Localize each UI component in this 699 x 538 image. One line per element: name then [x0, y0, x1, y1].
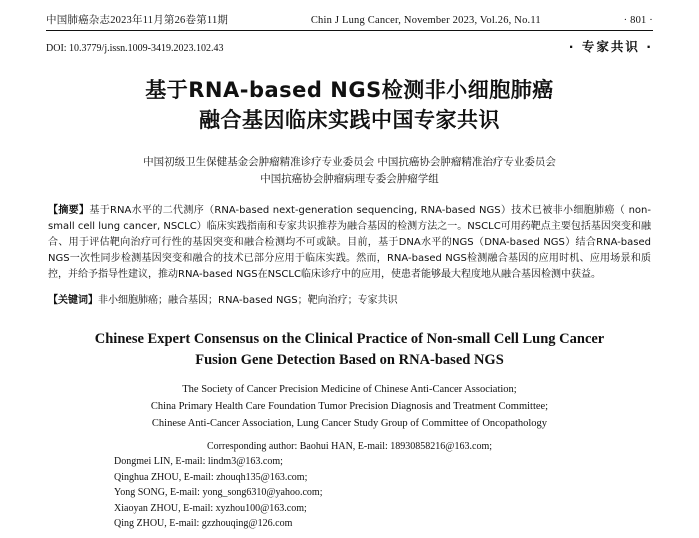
list-item: Xiaoyan ZHOU, E-mail: xyzhou100@163.com;: [114, 502, 307, 514]
page-header: [46, 12, 653, 31]
title-cn-line2: 融合基因临床实践中国专家共识: [199, 108, 500, 133]
doi-text: DOI: 10.3779/j.issn.1009-3419.2023.102.43: [46, 43, 224, 54]
doi-row: [46, 37, 653, 55]
authors-cn-line2: 中国抗癌协会肿瘤病理专委会肿瘤学组: [260, 173, 439, 186]
section-tag: · 专家共识 ·: [568, 39, 653, 54]
list-item: Qing ZHOU, E-mail: gzzhouqing@126.com: [114, 518, 293, 530]
abstract-label: 【摘要】: [48, 204, 90, 216]
corresponding-author-list: [54, 454, 645, 532]
keywords-label: 【关键词】: [48, 295, 98, 307]
corresponding-author: Corresponding author: Baohui HAN, E-mail: 18930858216@163.com;: [206, 441, 492, 453]
list-item: Yong SONG, E-mail: yong_song6310@yahoo.com;: [114, 487, 323, 499]
keywords-block: [48, 293, 651, 309]
authors-en: [54, 381, 645, 432]
title-en-line2: Fusion Gene Detection Based on RNA-based NGS: [195, 352, 504, 369]
page-number: · 801 ·: [623, 15, 653, 26]
title-cn-line1: 基于RNA-based NGS检测非小细胞肺癌: [145, 78, 554, 102]
authors-en-line2: China Primary Health Care Foundation Tumor Precision Diagnosis and Treatment Committee;: [150, 401, 549, 413]
keywords-text: 非小细胞肺癌；融合基因；RNA-based NGS；靶向治疗；专家共识: [98, 295, 398, 307]
authors-cn-line1: 中国初级卫生保健基金会肿瘤精准诊疗专业委员会 中国抗癌协会肿瘤精准治疗专业委员会: [143, 155, 556, 168]
authors-cn: [55, 154, 644, 189]
abstract-block: [48, 203, 651, 284]
authors-en-line3: Chinese Anti-Cancer Association, Lung Cancer Study Group of Committee of Oncopathology: [151, 418, 548, 430]
correspondence-block: [54, 441, 645, 532]
journal-title-en: Chin J Lung Cancer, November 2023, Vol.26, No.11: [310, 15, 541, 26]
list-item: Qinghua ZHOU, E-mail: zhouqh135@163.com;: [114, 471, 308, 483]
journal-title-cn: 中国肺癌杂志2023年11月第26卷第11期: [46, 15, 229, 26]
authors-en-line1: The Society of Cancer Precision Medicine of Chinese Anti-Cancer Association;: [182, 384, 517, 396]
page-title-en: [58, 329, 641, 371]
journal-page: [0, 12, 699, 538]
abstract-text: 基于RNA水平的二代测序（RNA-based next-generation sequencing, RNA-based NGS）技术已被非小细胞肺癌（ non-small cell lung cancer, NSCLC）临床实践指南和专家共识推荐为融合基因的检测方法之一。NSCLC可用药靶点主要包括基因突变和融合、用于评估靶向治疗可行性的基因突变和融合检测均不可或缺。目前，基于DNA水平的NGS（DNA-based NGS）结合RNA-based NGS一次性同步检测基因突变和融合的技术已部分应用于临床实践。然而，RNA-based NGS检测融合基因的应用时机、应用场景和质控，并给予指导性建议，推动RNA-based NGS在NSCLC临床诊疗中的应用，使患者能够最大程度地从融合基因检测中获益。: [48, 204, 651, 281]
title-en-line1: Chinese Expert Consensus on the Clinical Practice of Non-small Cell Lung Cancer: [94, 331, 605, 348]
list-item: Dongmei LIN, E-mail: lindm3@163.com;: [114, 456, 283, 468]
page-title-cn: [60, 75, 639, 136]
